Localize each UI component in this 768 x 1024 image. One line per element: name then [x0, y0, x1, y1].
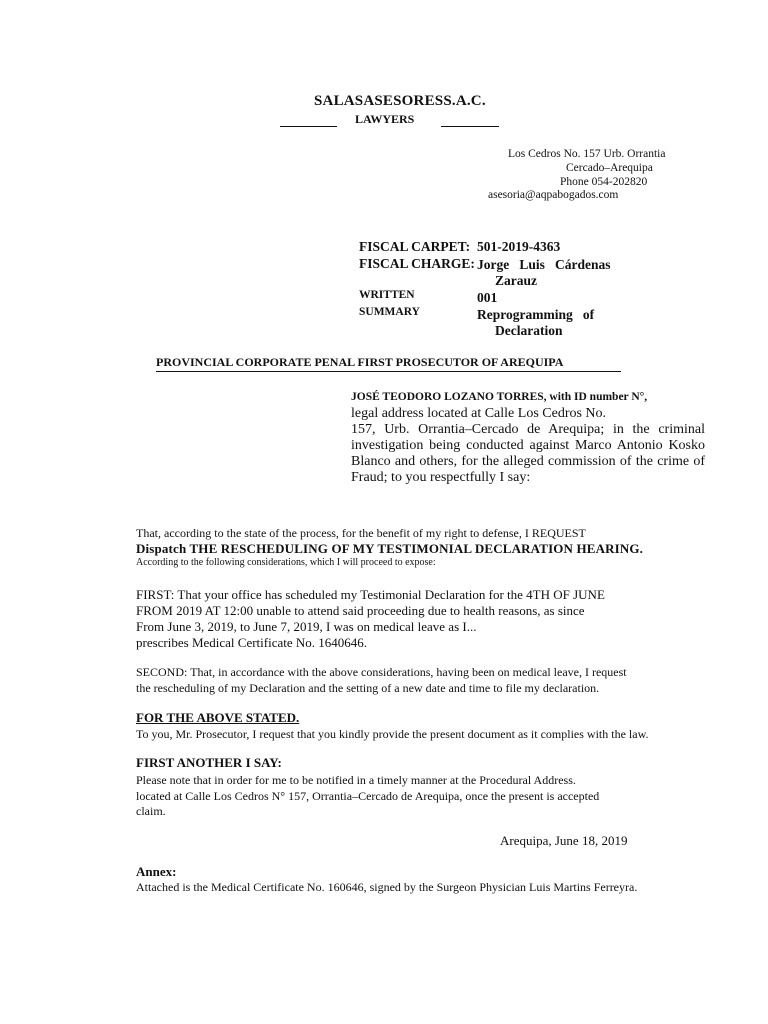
summary-label: SUMMARY [359, 306, 420, 318]
letterhead-rule-right [441, 126, 499, 127]
summary-value-line1: Reprogramming of [477, 307, 595, 322]
first-line-3: From June 3, 2019, to June 7, 2019, I was on medical leave as I... [136, 619, 477, 634]
written-label: WRITTEN [359, 289, 415, 301]
phone: Phone 054-202820 [560, 176, 648, 188]
first-another-line-3: claim. [136, 804, 166, 818]
intro-body: 157, Urb. Orrantia–Cercado de Arequipa; in the criminal investigation being conducted against Marco Antonio Kosko Blanco and others, for the alleged commission of the crime of Fraud; to you respectfully I say: [351, 422, 705, 485]
address-line-2: Cercado–Arequipa [566, 162, 653, 174]
fiscal-carpet-label: FISCAL CARPET: [359, 239, 471, 254]
above-stated-heading: FOR THE ABOVE STATED. [136, 710, 300, 725]
fiscal-charge-value-line2: Zarauz [495, 273, 537, 288]
request-line-1: That, according to the state of the process, for the benefit of my right to defense, I REQUEST [136, 526, 586, 540]
fiscal-charge-value-line1: Jorge Luis Cárdenas [477, 257, 611, 272]
second-line-2: the rescheduling of my Declaration and the setting of a new date and time to file my declaration. [136, 681, 600, 695]
email[interactable]: asesoria@aqpabogados.com [488, 189, 619, 201]
first-line-4: prescribes Medical Certificate No. 1640646. [136, 635, 368, 650]
summary-value-line2: Declaration [495, 323, 563, 338]
intro-first-line: legal address located at Calle Los Cedros No. [351, 406, 607, 421]
first-another-line-2: located at Calle Los Cedros N° 157, Orrantia–Cercado de Arequipa, once the present is accepted [136, 789, 600, 803]
fiscal-charge-label: FISCAL CHARGE: [359, 256, 475, 271]
above-stated-text: To you, Mr. Prosecutor, I request that you kindly provide the present document as it complies with the law. [136, 727, 649, 741]
annex-heading: Annex: [136, 864, 177, 879]
firm-name: SALASASESORESS.A.C. [314, 93, 486, 109]
fiscal-carpet-value: 501-2019-4363 [477, 239, 561, 254]
written-value: 001 [477, 290, 498, 305]
second-line-1: SECOND: That, in accordance with the above considerations, having been on medical leave, I request [136, 665, 627, 679]
intro-paragraph [351, 391, 705, 486]
firm-subtitle: LAWYERS [355, 112, 415, 126]
request-line-2: Dispatch THE RESCHEDULING OF MY TESTIMONIAL DECLARATION HEARING. [136, 541, 644, 556]
first-line-1: FIRST: That your office has scheduled my Testimonial Declaration for the 4TH OF JUNE [136, 587, 605, 602]
addressee: PROVINCIAL CORPORATE PENAL FIRST PROSECUTOR OF AREQUIPA [156, 355, 564, 369]
first-line-2: FROM 2019 AT 12:00 unable to attend said proceeding due to health reasons, as since [136, 603, 585, 618]
first-another-line-1: Please note that in order for me to be notified in a timely manner at the Procedural Address. [136, 773, 576, 787]
addressee-underline [156, 371, 621, 372]
letterhead-rule-left [280, 126, 337, 127]
first-another-heading: FIRST ANOTHER I SAY: [136, 755, 282, 770]
address-line-1: Los Cedros No. 157 Urb. Orrantia [508, 148, 666, 160]
date-line: Arequipa, June 18, 2019 [500, 833, 628, 848]
annex-text: Attached is the Medical Certificate No. 160646, signed by the Surgeon Physician Luis Martins Ferreyra. [136, 880, 638, 894]
petitioner-name: JOSÉ TEODORO LOZANO TORRES, with ID number N°, [351, 391, 648, 403]
request-line-3: According to the following considerations, which I will proceed to expose: [136, 557, 436, 568]
